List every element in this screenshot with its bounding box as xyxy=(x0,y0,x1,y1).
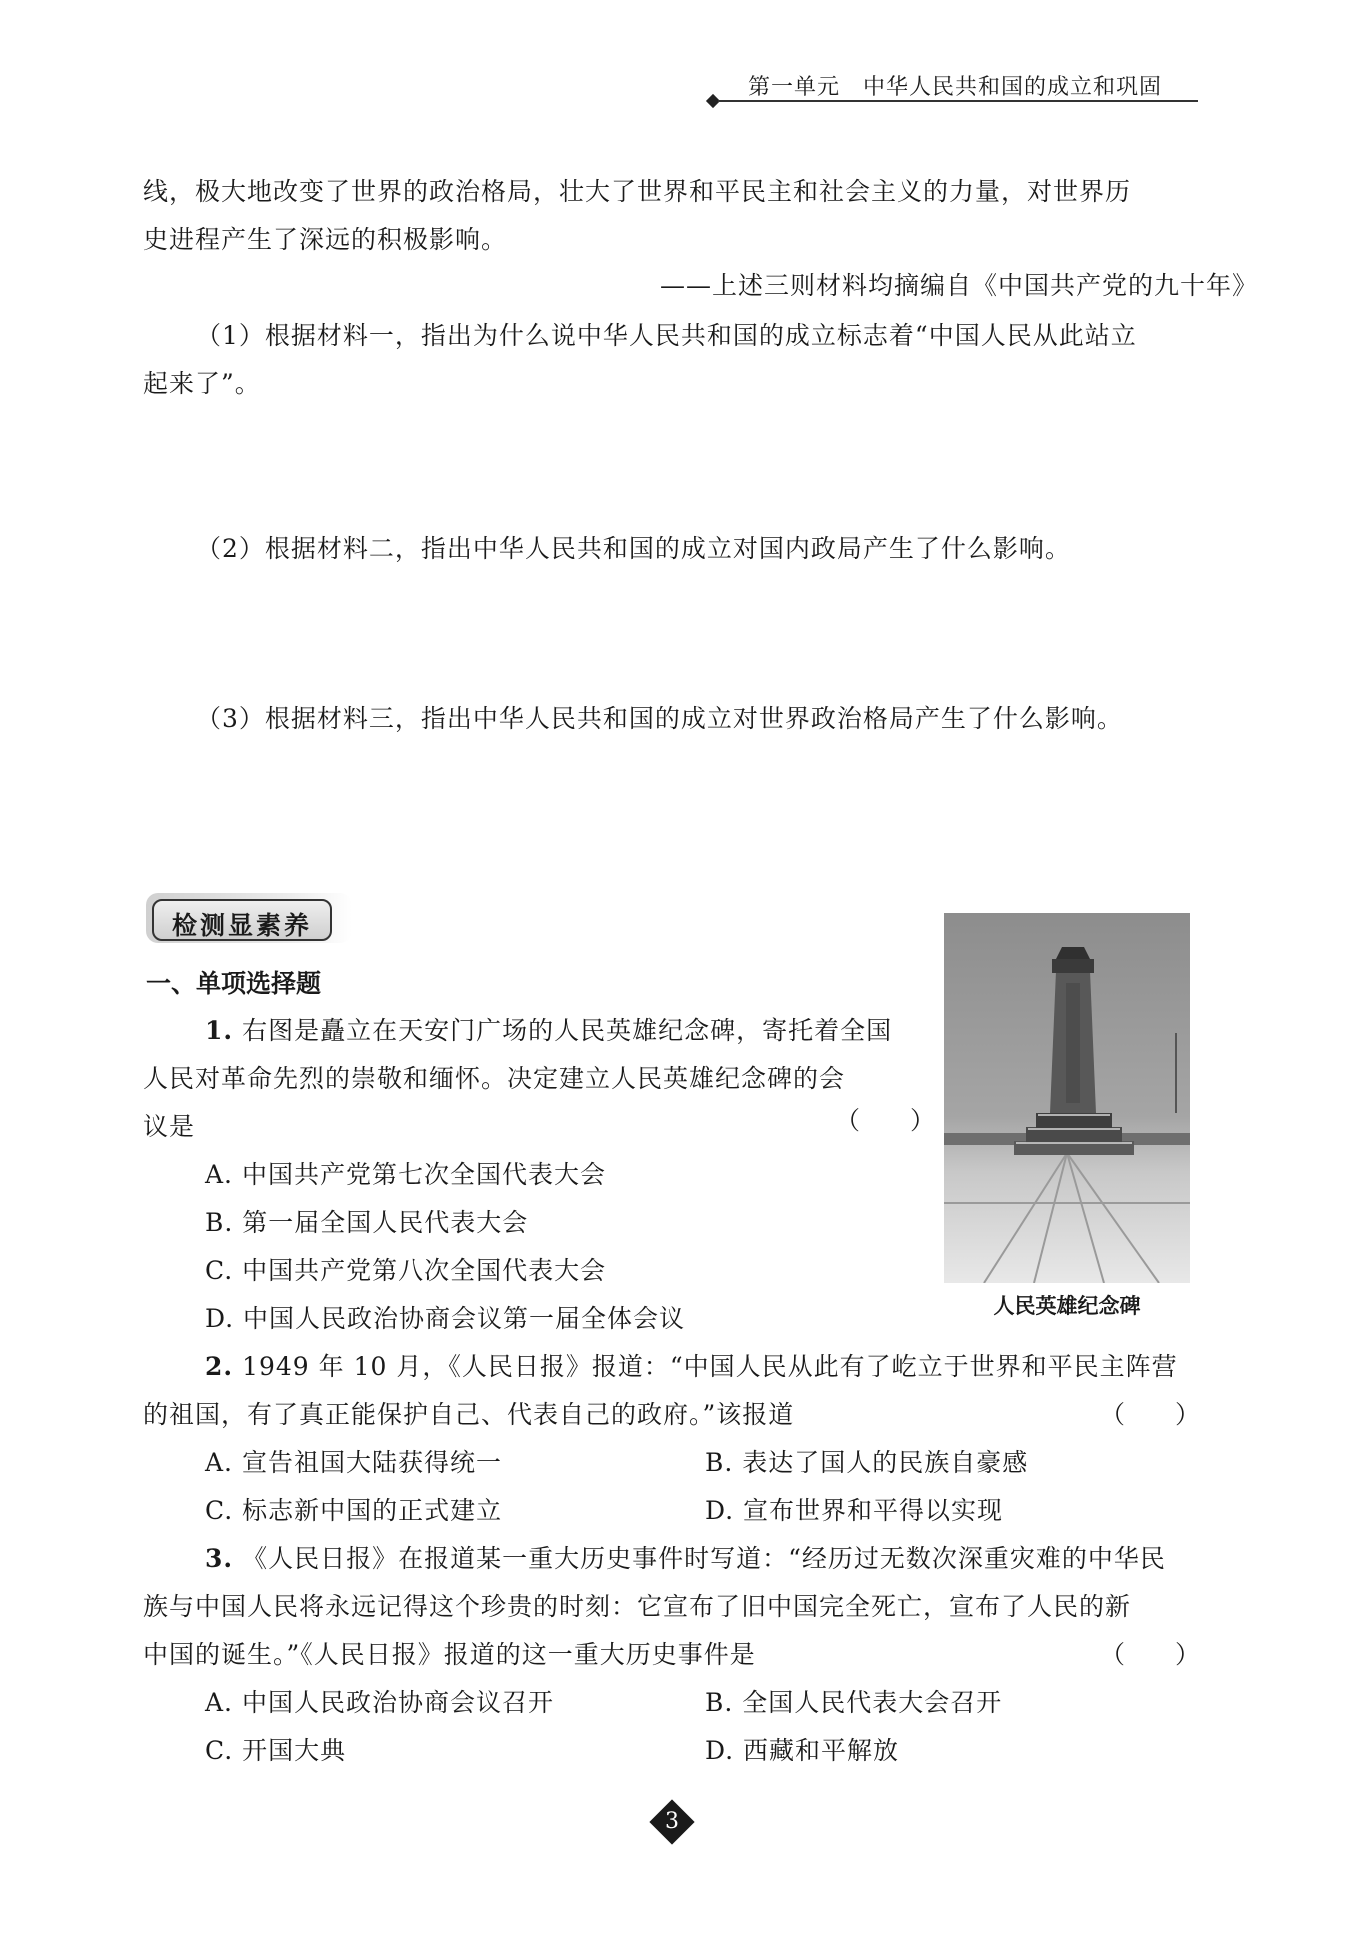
question-2-option-d: D. 宣布世界和平得以实现 xyxy=(705,1496,1004,1525)
passage-line-1: 线，极大地改变了世界的政治格局，壮大了世界和平民主和社会主义的力量，对世界历 xyxy=(143,177,1132,206)
question-3-text-1: 《人民日报》在报道某一重大历史事件时写道：“经历过无数次深重灾难的中华民 xyxy=(242,1544,1166,1573)
passage-line-2: 史进程产生了深远的积极影响。 xyxy=(143,225,508,254)
question-2-text-1: 1949 年 10 月，《人民日报》报道：“中国人民从此有了屹立于世界和平民主阵营 xyxy=(242,1352,1178,1381)
figure-caption: 人民英雄纪念碑 xyxy=(993,1294,1141,1318)
section-banner xyxy=(146,893,352,943)
question-1-line-2: 人民对革命先烈的崇敬和缅怀。决定建立人民英雄纪念碑的会 xyxy=(143,1064,846,1093)
question-3-line-2: 族与中国人民将永远记得这个珍贵的时刻：它宣布了旧中国完全死亡，宣布了人民的新 xyxy=(143,1592,1132,1621)
question-3-option-c: C. 开国大典 xyxy=(205,1736,347,1765)
subquestion-3: （3）根据材料三，指出中华人民共和国的成立对世界政治格局产生了什么影响。 xyxy=(196,704,1123,733)
question-1-answer-blank: （ ） xyxy=(835,1106,936,1135)
question-3-option-d: D. 西藏和平解放 xyxy=(705,1736,900,1765)
part-title: 一、单项选择题 xyxy=(146,969,322,998)
question-1-option-b: B. 第一届全国人民代表大会 xyxy=(205,1208,529,1237)
page-number-text: 3 xyxy=(665,1809,679,1834)
question-3-line-1 xyxy=(205,1535,1166,1583)
question-2-number: 2. xyxy=(205,1352,234,1381)
monument-illustration xyxy=(944,913,1190,1283)
question-1-option-a: A. 中国共产党第七次全国代表大会 xyxy=(205,1160,606,1189)
question-1-number: 1. xyxy=(205,1016,234,1045)
subquestion-2: （2）根据材料二，指出中华人民共和国的成立对国内政局产生了什么影响。 xyxy=(196,534,1071,563)
question-2-option-b: B. 表达了国人的民族自豪感 xyxy=(705,1448,1029,1477)
passage-source: ——上述三则材料均摘编自《中国共产党的九十年》 xyxy=(660,271,1259,300)
page-number xyxy=(650,1800,694,1844)
section-banner-label: 检测显素养 xyxy=(172,911,313,940)
question-1-text-1: 右图是矗立在天安门广场的人民英雄纪念碑，寄托着全国 xyxy=(242,1016,893,1045)
subquestion-1-line-2: 起来了”。 xyxy=(143,369,261,398)
question-2-option-c: C. 标志新中国的正式建立 xyxy=(205,1496,503,1525)
subquestion-1-line-1: （1）根据材料一，指出为什么说中华人民共和国的成立标志着“中国人民从此站立 xyxy=(196,321,1137,350)
question-3-line-3: 中国的诞生。”《人民日报》报道的这一重大历史事件是 xyxy=(143,1640,756,1669)
question-1-option-d: D. 中国人民政治协商会议第一届全体会议 xyxy=(205,1304,686,1333)
question-1-option-c: C. 中国共产党第八次全国代表大会 xyxy=(205,1256,607,1285)
question-3-option-b: B. 全国人民代表大会召开 xyxy=(705,1688,1003,1717)
question-3-number: 3. xyxy=(205,1544,234,1573)
question-2-answer-blank: （ ） xyxy=(1100,1400,1201,1429)
running-header xyxy=(700,68,1198,110)
question-1-line-3: 议是 xyxy=(143,1112,196,1141)
question-3-option-a: A. 中国人民政治协商会议召开 xyxy=(205,1688,554,1717)
question-1-line-1 xyxy=(205,1007,892,1055)
question-2-option-a: A. 宣告祖国大陆获得统一 xyxy=(205,1448,502,1477)
question-2-line-2: 的祖国，有了真正能保护自己、代表自己的政府。”该报道 xyxy=(143,1400,795,1429)
question-2-line-1 xyxy=(205,1343,1178,1391)
question-3-answer-blank: （ ） xyxy=(1100,1640,1201,1669)
header-title: 第一单元 中华人民共和国的成立和巩固 xyxy=(748,75,1163,100)
monument-photo xyxy=(944,913,1190,1283)
section-banner-pill xyxy=(152,899,332,941)
